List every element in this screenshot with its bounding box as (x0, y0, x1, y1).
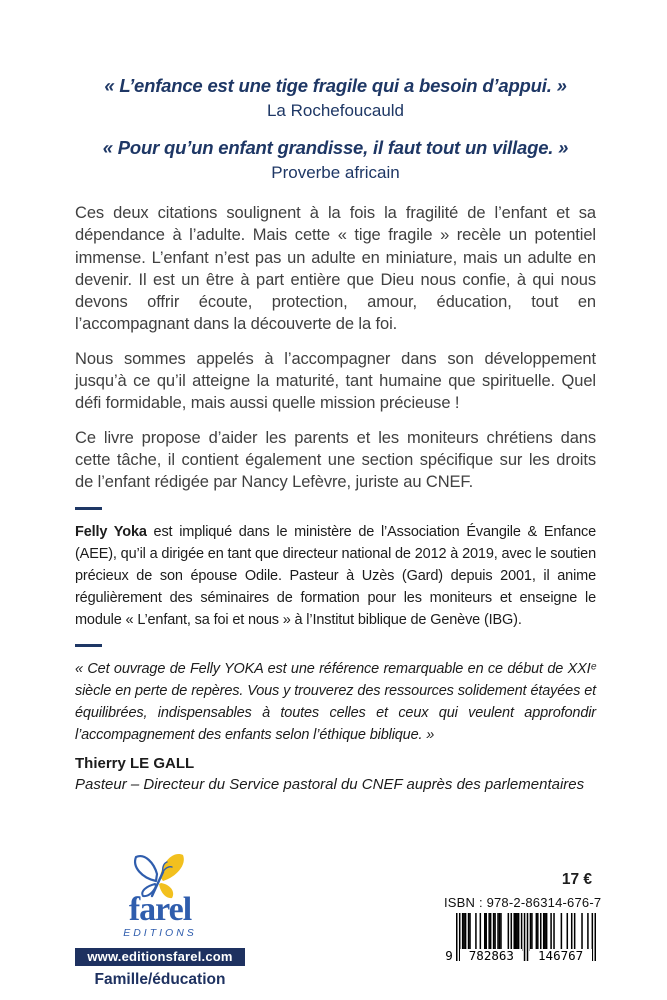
synopsis-paragraph-2: Nous sommes appelés à l’accompagner dans son développement jusqu’à ce qu’il atteigne la maturité, tant humaine que spirituelle. Quel défi formidable, mais aussi quelle mission précieuse ! (75, 349, 596, 413)
testimonial-quote: « Cet ouvrage de Felly YOKA est une référence remarquable en ce début de XXIᵉ siècle en perte de repères. Vous y trouverez des ressources solidement étayées et équilibrées, indispensables à toutes celles et ceux qui veulent approfondir l’accompagnement des enfants selon l’éthique biblique. » (75, 660, 596, 743)
isbn-label: ISBN : 978-2-86314-676-7 (444, 895, 602, 910)
ean-barcode (444, 913, 598, 963)
barcode-group-2: 146767 (530, 949, 592, 963)
farel-logo-subtext: EDITIONS (123, 927, 197, 939)
synopsis-paragraph-3: Ce livre propose d’aider les parents et les moniteurs chrétiens dans cette tâche, il contient également une section spécifique sur les droits de l’enfant rédigée par Nancy Lefèvre, juriste au CNEF. (75, 428, 596, 492)
section-divider-bio (75, 507, 102, 510)
farel-logo-text: farel (128, 891, 192, 928)
quote-1-author: La Rochefoucauld (266, 101, 405, 120)
quote-1: « L’enfance est une tige fragile qui a besoin d’appui. » (104, 75, 567, 96)
quotes-section (75, 74, 596, 183)
author-name: Felly Yoka (75, 523, 147, 540)
quote-2-author: Proverbe africain (271, 163, 400, 182)
barcode-group-1: 782863 (460, 949, 522, 963)
category-label: Famille/éducation (94, 971, 226, 988)
synopsis-section (75, 202, 596, 494)
publisher-block (75, 850, 245, 989)
testimonial-author-name: Thierry LE GALL (75, 754, 195, 772)
author-bio (75, 521, 596, 631)
synopsis-paragraph-1: Ces deux citations soulignent à la fois la fragilité de l’enfant et sa dépendance à l’adulte. Mais cette « tige fragile » recèle un potentiel immense. L’enfant n’est pas un adulte en miniature, mais un adulte en devenir. Il est un être à part entière que Dieu nous confie, à qui nous devons offrir écoute, protection, amour, éducation, tout en l’accompagnant dans la découverte de la foi. (75, 204, 596, 334)
text-column (75, 0, 596, 795)
section-divider-testimonial (75, 644, 102, 647)
website-banner[interactable]: www.editionsfarel.com (75, 948, 245, 966)
author-bio-text: est impliqué dans le ministère de l’Association Évangile & Enfance (AEE), qu’il a dirigée en tant que directeur national de 2012 à 2019, avec le soutien précieux de son épouse Odile. Pasteur à Uzès (Gard) depuis 2001, il anime régulièrement des séminaires de formation pour les moniteurs et enseigne le module « L’enfant, sa foi et nous » à l’Institut biblique de Genève (IBG). (75, 523, 596, 628)
barcode-first-digit: 9 (445, 948, 453, 963)
testimonial-author-title: Pasteur – Directeur du Service pastoral du CNEF auprès des parlementaires (75, 775, 585, 793)
quote-2: « Pour qu’un enfant grandisse, il faut tout un village. » (102, 137, 569, 158)
price-label: 17 € (561, 871, 592, 888)
commerce-block (444, 871, 602, 963)
